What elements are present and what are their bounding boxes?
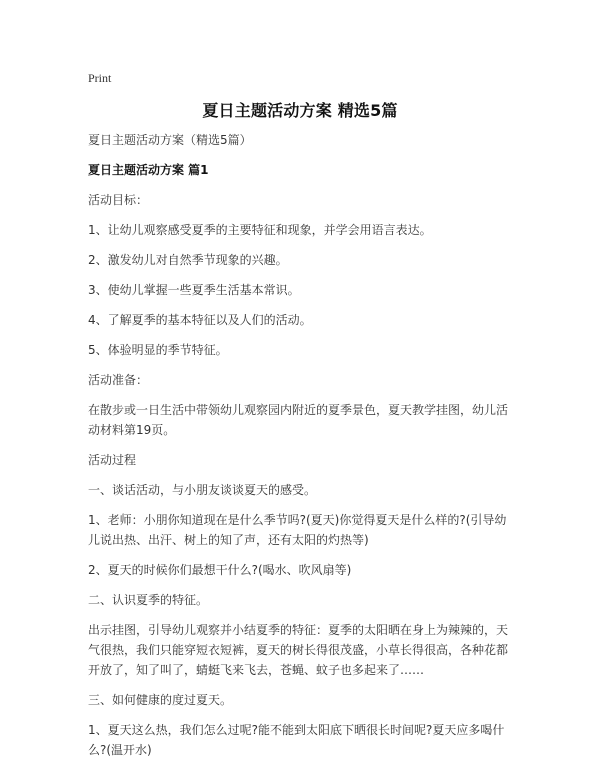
- paragraph: 二、认识夏季的特征。: [88, 593, 209, 607]
- document-body: [88, 130, 516, 770]
- paragraph: 活动过程: [88, 453, 137, 467]
- paragraph: 夏日主题活动方案（精选5篇）: [88, 133, 252, 147]
- paragraph: 2、激发幼儿对自然季节现象的兴趣。: [88, 253, 288, 267]
- paragraph: 3、使幼儿掌握一些夏季生活基本常识。: [88, 283, 300, 297]
- paragraph: 一、谈话活动，与小朋友谈谈夏天的感受。: [88, 483, 317, 497]
- paragraph: 2、夏天的时候你们最想干什么?(喝水、吹风扇等): [88, 563, 352, 577]
- section-heading: 夏日主题活动方案 篇1: [88, 163, 209, 177]
- paragraph: 1、老师：小朋你知道现在是什么季节吗?(夏天)你觉得夏天是什么样的?(引导幼儿说出热、出汗、树上的知了声，还有太阳的灼热等): [88, 513, 507, 547]
- paragraph: 1、夏天这么热，我们怎么过呢?能不能到太阳底下晒很长时间呢?夏天应多喝什么?(温开水): [88, 723, 505, 757]
- paragraph: 5、体验明显的季节特征。: [88, 343, 228, 357]
- paragraph: 在散步或一日生活中带领幼儿观察园内附近的夏季景色，夏天教学挂图，幼儿活动材料第19页。: [88, 403, 509, 437]
- paragraph: 活动目标：: [88, 193, 149, 207]
- document-title: 夏日主题活动方案 精选5篇: [202, 101, 398, 120]
- paragraph: 活动准备：: [88, 373, 149, 387]
- paragraph: 三、如何健康的度过夏天。: [88, 693, 233, 707]
- paragraph: 出示挂图，引导幼儿观察并小结夏季的特征：夏季的太阳晒在身上为辣辣的，天气很热，我们只能穿短衣短裤，夏天的树长得很茂盛，小草长得很高，各种花都开放了，知了叫了，蜻蜓飞来飞去，苍蝇、蚊子也多起来了……: [88, 623, 509, 677]
- paragraph: 4、了解夏季的基本特征以及人们的活动。: [88, 313, 312, 327]
- print-link[interactable]: Print: [88, 71, 112, 85]
- paragraph: 1、让幼儿观察感受夏季的主要特征和现象，并学会用语言表达。: [88, 223, 432, 237]
